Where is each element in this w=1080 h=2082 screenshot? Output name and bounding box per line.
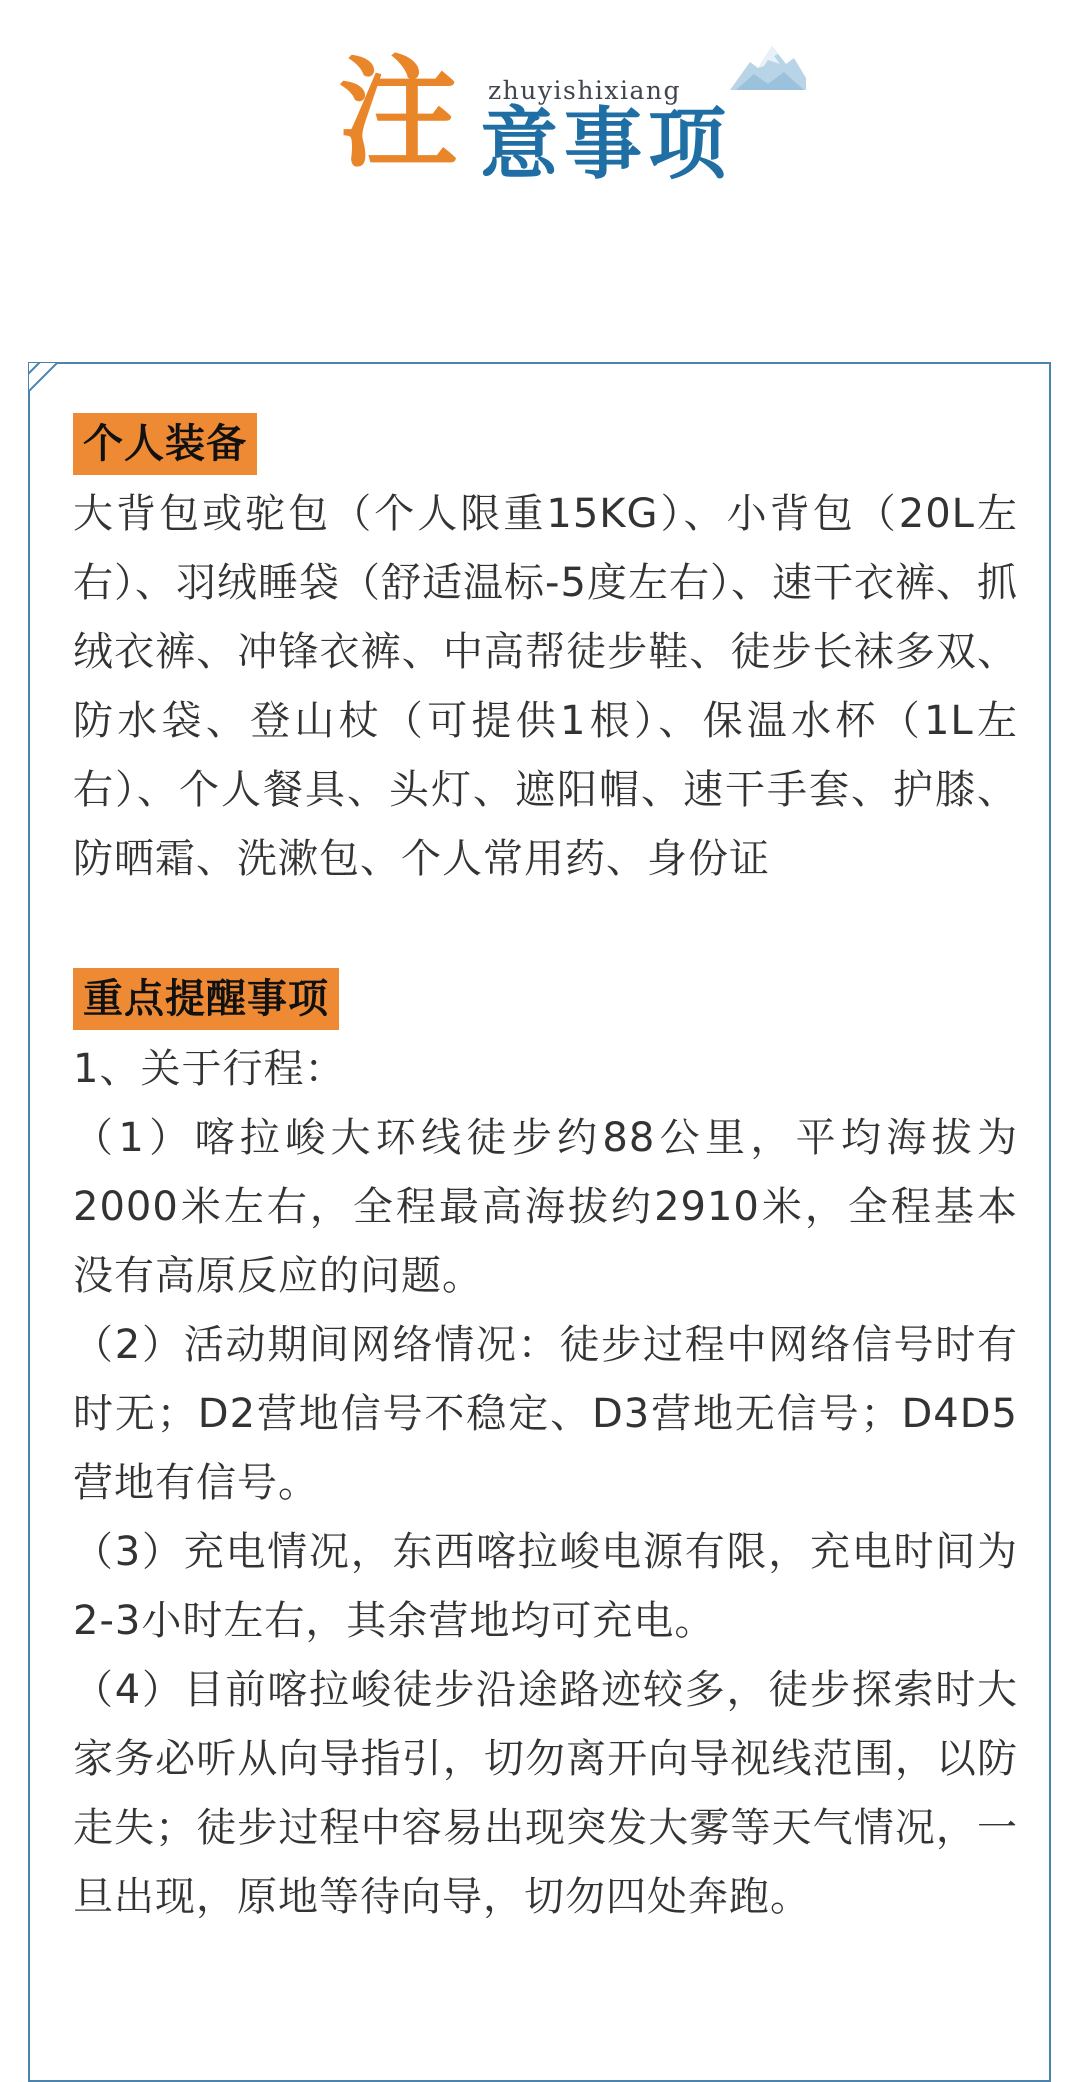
reminder-item: （1）喀拉峻大环线徒步约88公里，平均海拔为2000米左右，全程最高海拔约2910米，全程基本没有高原反应的问题。 <box>73 1115 1018 1299</box>
page-header <box>0 0 1080 220</box>
card-content <box>73 408 1018 1932</box>
pinyin-subtitle: zhuyishixiang <box>488 76 682 105</box>
reminder-item: （2）活动期间网络情况：徒步过程中网络信号时有时无；D2营地信号不稳定、D3营地无信号；D4D5营地有信号。 <box>73 1322 1018 1506</box>
equipment-list: 大背包或驼包（个人限重15KG）、小背包（20L左右）、羽绒睡袋（舒适温标-5度左右）、速干衣裤、抓绒衣裤、冲锋衣裤、中高帮徒步鞋、徒步长袜多双、防水袋、登山杖（可提供1根）、保温水杯（1L左右）、个人餐具、头灯、遮阳帽、速干手套、护膝、防晒霜、洗漱包、个人常用药、身份证 <box>73 491 1018 882</box>
reminders-heading: 重点提醒事项 <box>73 968 339 1030</box>
section-spacer <box>73 894 1018 963</box>
notice-card <box>28 362 1051 2082</box>
reminder-item: （3）充电情况，东西喀拉峻电源有限，充电时间为2-3小时左右，其余营地均可充电。 <box>73 1529 1018 1644</box>
mountain-icon <box>728 38 808 98</box>
title-first-char: 注 <box>338 43 458 184</box>
corner-decoration-icon <box>28 362 62 396</box>
reminder-item: （4）目前喀拉峻徒步沿途路迹较多，徒步探索时大家务必听从向导指引，切勿离开向导视线范围，以防走失；徒步过程中容易出现突发大雾等天气情况，一旦出现，原地等待向导，切勿四处奔跑。 <box>73 1667 1018 1920</box>
equipment-heading: 个人装备 <box>73 413 257 475</box>
title-rest: 意事项 <box>480 99 733 190</box>
reminders-intro: 1、关于行程： <box>73 1046 346 1092</box>
